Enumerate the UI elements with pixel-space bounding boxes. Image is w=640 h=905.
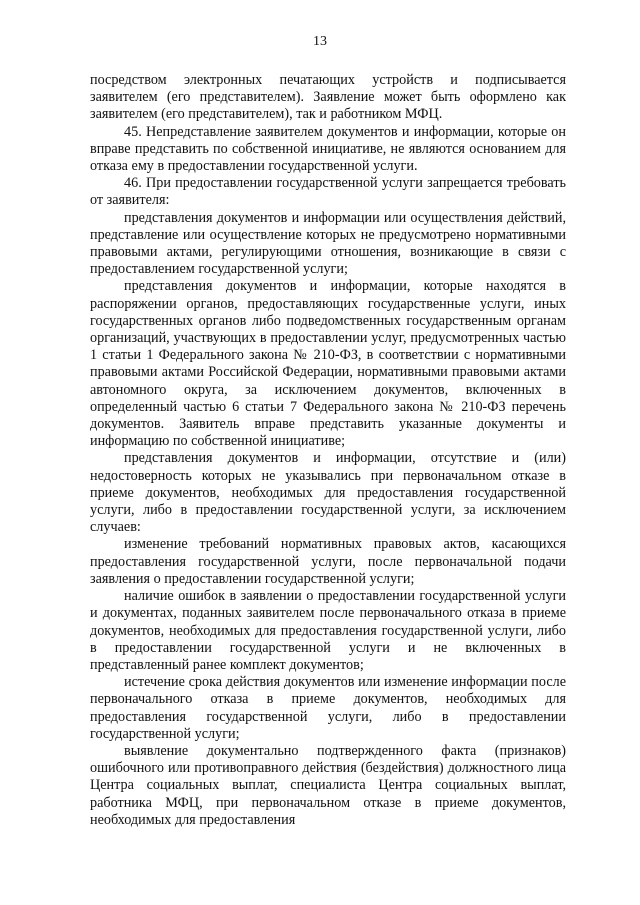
paragraph-exception-3: истечение срока действия документов или изменение информации после первоначального отказа в приеме документов, необходимых для предоставления государственной услуги, либо в предоставлении государственной услуги; bbox=[90, 674, 566, 742]
paragraph-exception-2: наличие ошибок в заявлении о предоставлении государственной услуги и документах, поданных заявителем после первоначального отказа в приеме документов, необходимых для предоставления государственной услуги, либо в предоставлении государственной услуги и не включенных в представленный ранее комплект документов; bbox=[90, 588, 566, 673]
paragraph-requirement-1: представления документов и информации или осуществления действий, представление или осуществление которых не предусмотрено нормативными правовыми актами, регулирующими отношения, возникающие в связи с предоставлением государственной услуги; bbox=[90, 209, 566, 278]
paragraph-continuation: посредством электронных печатающих устройств и подписывается заявителем (его представителем). Заявление может быть оформлено как заявителем (его представителем), так и работником МФЦ. bbox=[90, 72, 566, 123]
paragraph-requirement-2: представления документов и информации, которые находятся в распоряжении органов, предоставляющих государственные услуги, иных государственных органов либо подведомственных государственным органам организаций, участвующих в предоставлении услуг, предусмотренных частью 1 статьи 1 Федерального закона № 210-ФЗ, в соответствии с нормативными правовыми актами Российской Федерации, нормативными правовыми актами автономного округа, за исключением документов, включенных в определенный частью 6 статьи 7 Федерального закона № 210-ФЗ перечень документов. Заявитель вправе представить указанные документы и информацию по собственной инициативе; bbox=[90, 278, 566, 450]
paragraph-exception-4: выявление документально подтвержденного факта (признаков) ошибочного или противоправного действия (бездействия) должностного лица Центра социальных выплат, специалиста Центра социальных выплат, работника МФЦ, при первоначальном отказе в приеме документов, необходимых для предоставления bbox=[90, 742, 566, 828]
document-body bbox=[90, 72, 566, 829]
paragraph-exception-1: изменение требований нормативных правовых актов, касающихся предоставления государственной услуги, после первоначальной подачи заявления о предоставлении государственной услуги; bbox=[90, 536, 566, 587]
page-number: 13 bbox=[313, 34, 327, 49]
paragraph-requirement-3: представления документов и информации, отсутствие и (или) недостоверность которых не указывались при первоначальном отказе в приеме документов, необходимых для предоставления государственной услуги, либо в предоставлении государственной услуги, за исключением случаев: bbox=[90, 450, 566, 536]
paragraph-item-46: 46. При предоставлении государственной услуги запрещается требовать от заявителя: bbox=[90, 175, 566, 209]
paragraph-item-45: 45. Непредставление заявителем документов и информации, которые он вправе представить по собственной инициативе, не являются основанием для отказа ему в предоставлении государственной услуги. bbox=[90, 123, 566, 175]
